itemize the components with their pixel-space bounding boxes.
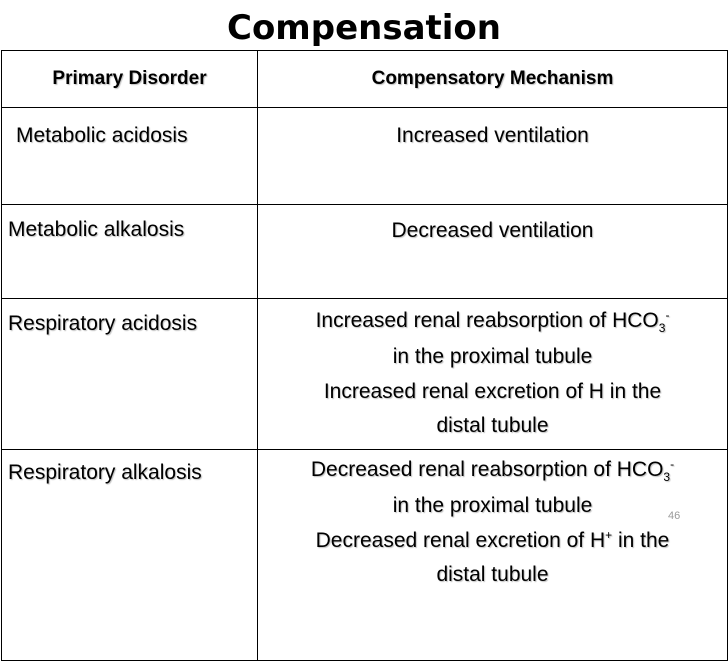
table-row	[2, 205, 728, 299]
table-row	[2, 450, 728, 661]
mechanism-line	[258, 303, 727, 339]
subscript: 3	[658, 321, 666, 336]
page-number: 46	[668, 510, 681, 522]
subscript: 3	[663, 470, 671, 485]
compensation-table	[1, 50, 728, 661]
disorder-cell: Respiratory alkalosis	[2, 450, 258, 661]
header-compensatory-mechanism: Compensatory Mechanism	[258, 51, 728, 108]
mechanism-text: Decreased renal excretion of H	[315, 529, 606, 552]
mechanism-line: in the proximal tubule	[392, 494, 593, 517]
mechanism-cell: Decreased ventilation	[258, 205, 728, 299]
mechanism-line: Increased renal excretion of H in the	[323, 380, 662, 403]
table-row	[2, 108, 728, 205]
mechanism-line: in the proximal tubule	[392, 345, 593, 368]
mechanism-text: Increased renal reabsorption of HCO	[315, 309, 659, 332]
mechanism-line	[258, 524, 727, 558]
table-header-row	[2, 51, 728, 108]
mechanism-cell: Increased ventilation	[258, 108, 728, 205]
mechanism-line	[258, 452, 727, 488]
mechanism-cell	[258, 299, 728, 450]
mechanism-line: distal tubule	[436, 414, 549, 437]
header-primary-disorder: Primary Disorder	[2, 51, 258, 108]
superscript: -	[670, 457, 675, 471]
mechanism-line: distal tubule	[436, 563, 549, 586]
superscript: -	[665, 308, 670, 322]
mechanism-cell	[258, 450, 728, 661]
disorder-cell: Metabolic alkalosis	[2, 205, 258, 299]
mechanism-text: in the	[612, 529, 670, 552]
disorder-cell: Respiratory acidosis	[2, 299, 258, 450]
slide-title: Compensation	[227, 8, 501, 48]
superscript: +	[605, 528, 613, 542]
table-row	[2, 299, 728, 450]
disorder-cell: Metabolic acidosis	[2, 108, 258, 205]
mechanism-text: Decreased renal reabsorption of HCO	[310, 458, 664, 481]
